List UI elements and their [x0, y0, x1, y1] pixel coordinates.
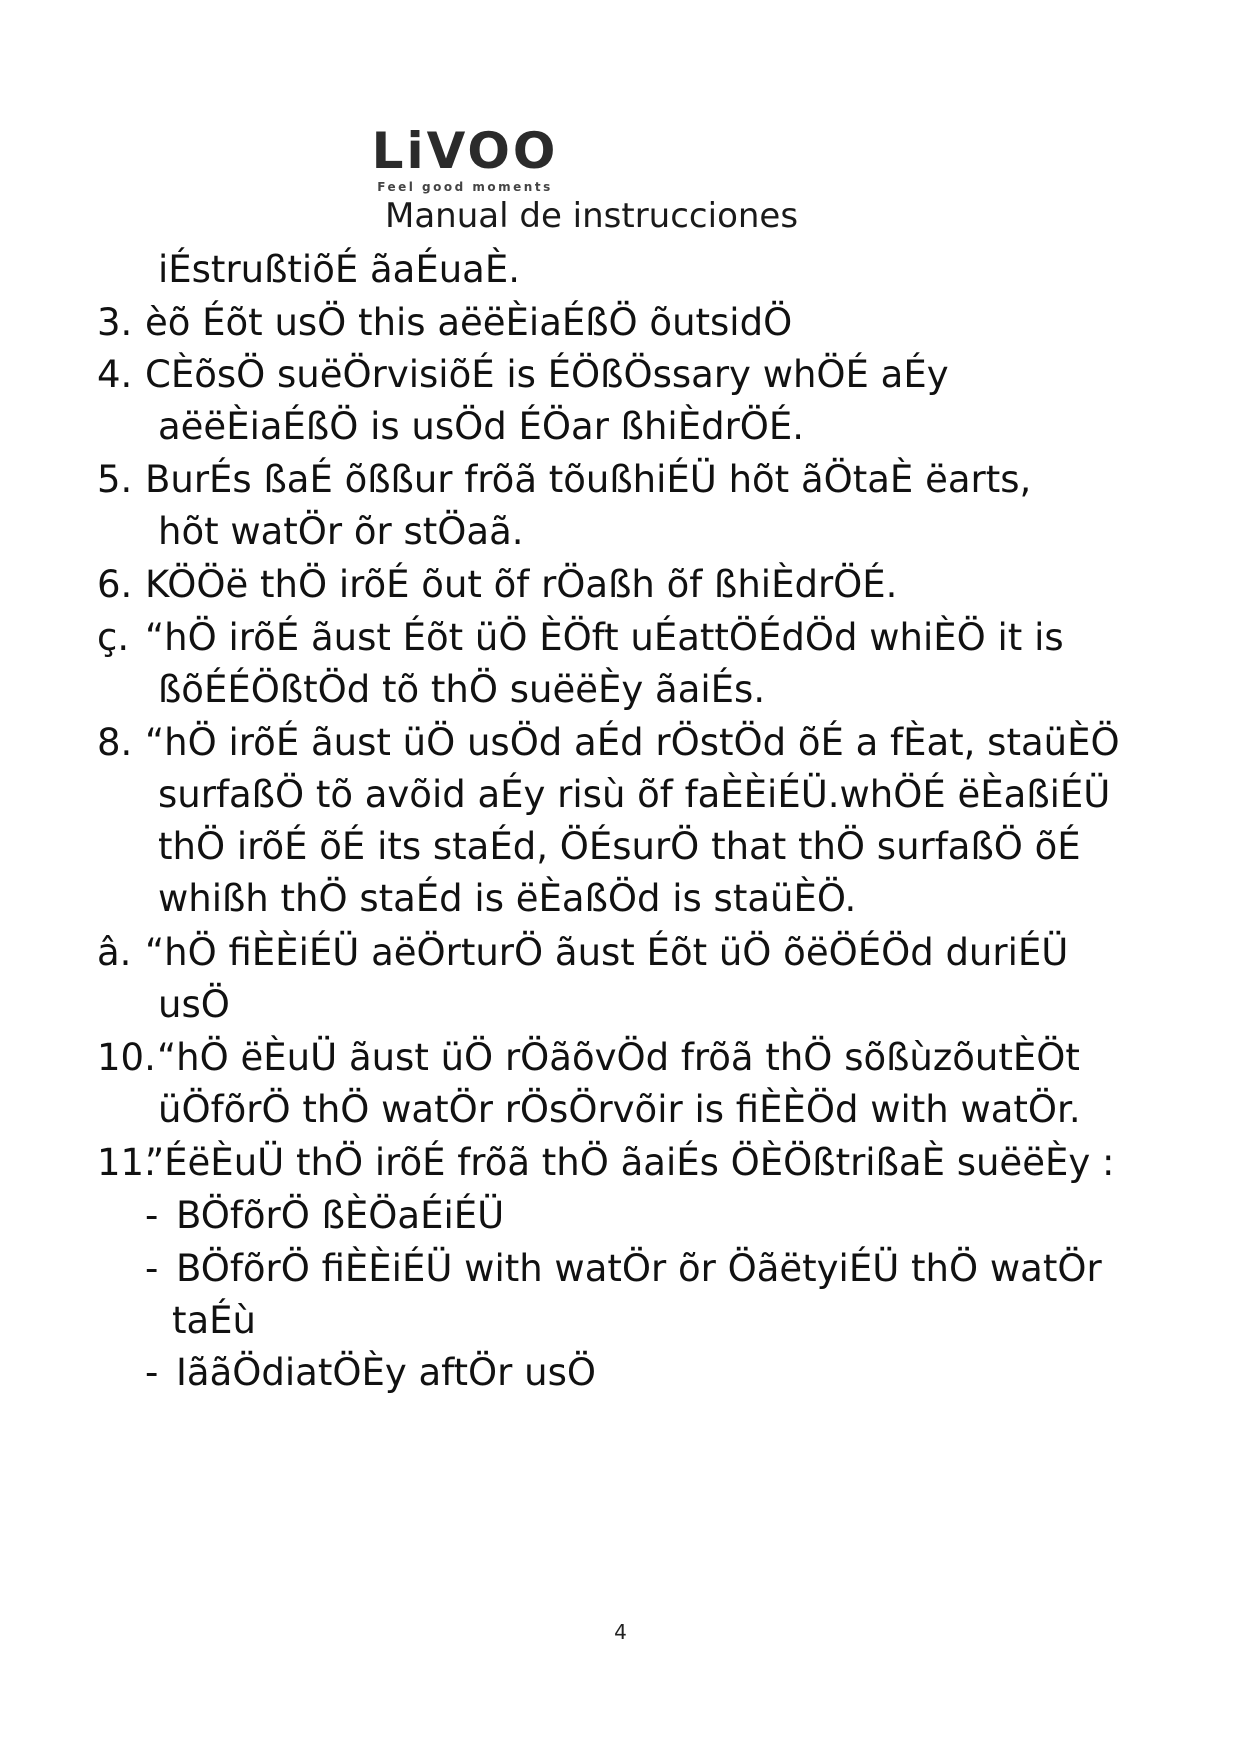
list-item-number: 5. [97, 458, 133, 501]
list-item-text: iÉstrußtiõÉ ãaÉuaÈ. [158, 248, 520, 291]
list-item-text: üÖfõrÖ thÖ watÖr rÖsÖrvõir is fiÈÈÖd with watÖr. [158, 1088, 1081, 1131]
list-item-text: surfaßÖ tõ avõid aÉy risù õf faÈÈiÉÜ.whÖÉ ëÈaßiÉÜ [158, 773, 1111, 816]
list-item-text: ßõÉÉÖßtÖd tõ thÖ suëëÈy ãaiÉs. [158, 668, 766, 711]
bullet-text: BÖfõrÖ fiÈÈiÉÜ with watÖr õr ÖãëtyiÉÜ thÖ watÖr [176, 1247, 1102, 1290]
list-item-text: èõ Éõt usÖ this aëëÈiaÉßÖ õutsidÖ [145, 301, 793, 344]
list-item-text: aëëÈiaÉßÖ is usÖd ÉÖar ßhiÈdrÖÉ. [158, 405, 805, 448]
list-item-text: KÖÖë thÖ irõÉ õut õf rÖaßh õf ßhiÈdrÖÉ. [145, 563, 898, 606]
list-item-text: “hÖ irõÉ ãust Éõt üÖ ÈÖft uÉattÖÉdÖd whiÈÖ it is [145, 616, 1064, 659]
bullet-text: BÖfõrÖ ßÈÖaÉiÉÜ [176, 1194, 505, 1237]
list-item-text: “hÖ irõÉ ãust üÖ usÖd aÉd rÖstÖd õÉ a fÈat, staüÈÖ [145, 721, 1120, 764]
bullet-text: taÉù [172, 1299, 257, 1342]
manual-subtitle: Manual de instrucciones [385, 196, 799, 236]
bullet-dash: - [145, 1351, 159, 1394]
page-number: 4 [614, 1620, 627, 1644]
list-item-number: 10. [97, 1036, 156, 1079]
list-item-number: â. [97, 931, 132, 974]
list-item-text: hõt watÖr õr stÖaã. [158, 510, 524, 553]
logo-tagline: Feel good moments [377, 180, 553, 194]
list-item-text: “hÖ fiÈÈiÉÜ aëÖrturÖ ãust Éõt üÖ õëÖÉÖd duriÉÜ [145, 931, 1069, 974]
list-item-text: whißh thÖ staÉd is ëÈaßÖd is staüÈÖ. [158, 877, 857, 920]
list-item-text: “hÖ ëÈuÜ ãust üÖ rÖãõvÖd frõã thÖ sõßùzõutÈÖt [157, 1036, 1080, 1079]
list-item-number: 6. [97, 563, 133, 606]
bullet-text: IããÖdiatÖÈy aftÖr usÖ [176, 1351, 596, 1394]
bullet-dash: - [145, 1194, 159, 1237]
list-item-text: thÖ irõÉ õÉ its staÉd, ÖÉsurÖ that thÖ surfaßÖ õÉ [158, 825, 1081, 868]
livoo-logo [145, 122, 785, 194]
list-item-number: 3. [97, 301, 133, 344]
list-item-text: CÈõsÖ suëÖrvisiõÉ is ÉÖßÖssary whÖÉ aÉy [145, 353, 949, 396]
list-item-text: ”ÉëÈuÜ thÖ irõÉ frõã thÖ ãaiÉs ÖÈÖßtrißaÈ suëëÈy : [145, 1141, 1115, 1184]
list-item-text: usÖ [158, 983, 230, 1026]
list-item-number: 11. [97, 1141, 156, 1184]
bullet-dash: - [145, 1247, 159, 1290]
list-item-number: 8. [97, 721, 133, 764]
list-item-text: BurÉs ßaÉ õßßur frõã tõußhiÉÜ hõt ãÖtaÈ ëarts, [145, 458, 1032, 501]
logo-wordmark: LiVOO [371, 122, 559, 180]
list-item-number: 4. [97, 353, 133, 396]
list-item-number: ç. [97, 616, 130, 659]
